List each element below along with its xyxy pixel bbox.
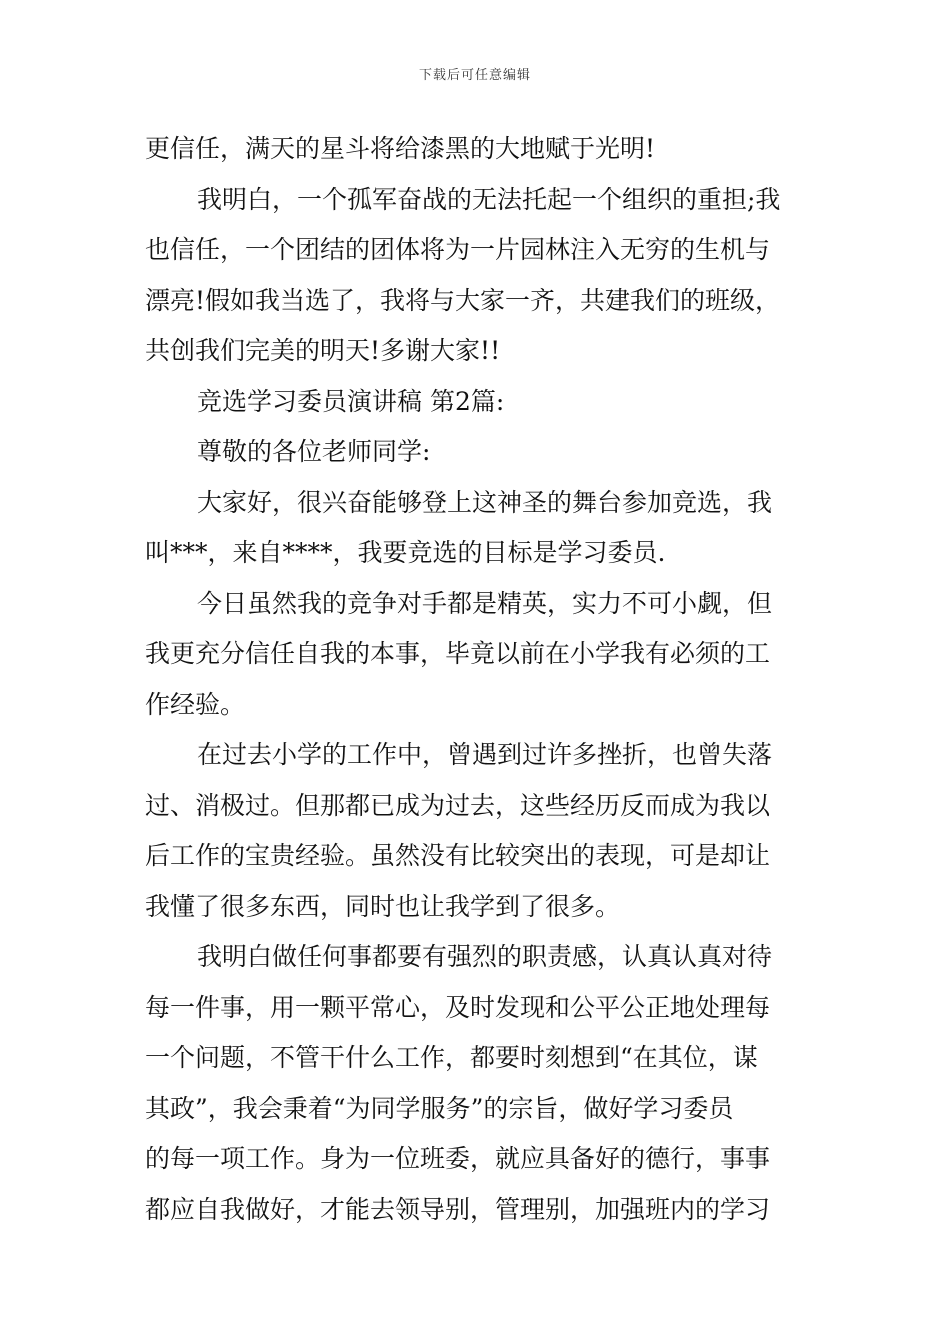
text-line: 都应自我做好，才能去领导别，管理别，加强班内的学习 xyxy=(145,1194,771,1224)
text-line: 其政”，我会秉着“为同学服务”的宗旨，做好学习委员 xyxy=(145,1093,734,1123)
text-line: 每一件事，用一颗平常心，及时发现和公平公正地处理每 xyxy=(145,992,771,1022)
text-line: 我明白做任何事都要有强烈的职责感，认真认真对待 xyxy=(197,942,773,971)
text-line: 我明白，一个孤军奋战的无法托起一个组织的重担;我 xyxy=(197,184,781,214)
salutation: 尊敬的各位老师同学: xyxy=(197,437,431,466)
text-line: 漂亮!假如我当选了，我将与大家一齐，共建我们的班级， xyxy=(145,285,781,315)
section-title: 竞选学习委员演讲稿 第2篇: xyxy=(197,386,505,416)
document-body xyxy=(145,124,809,1235)
text-line: 我更充分信任自我的本事，毕竟以前在小学我有必须的工 xyxy=(145,639,771,668)
text-line: 作经验。 xyxy=(145,689,246,719)
page-header: 下载后可任意编辑 xyxy=(418,68,531,83)
text-line: 一个问题，不管干什么工作，都要时刻想到“在其位，谋 xyxy=(145,1043,758,1072)
text-line: 今日虽然我的竞争对手都是精英，实力不可小觑，但 xyxy=(197,588,773,618)
text-line: 更信任，满天的星斗将给漆黑的大地赋于光明! xyxy=(145,134,656,163)
text-line: 我懂了很多东西，同时也让我学到了很多。 xyxy=(145,891,621,921)
text-line: 叫***，来自****，我要竞选的目标是学习委员. xyxy=(145,538,666,567)
text-line: 的每一项工作。身为一位班委，就应具备好的德行，事事 xyxy=(145,1144,771,1173)
text-line: 大家好，很兴奋能够登上这神圣的舞台参加竞选，我 xyxy=(197,487,773,517)
text-line: 在过去小学的工作中，曾遇到过许多挫折，也曾失落 xyxy=(197,740,773,769)
text-line: 过、消极过。但那都已成为过去，这些经历反而成为我以 xyxy=(145,790,771,820)
text-line: 共创我们完美的明天!多谢大家!! xyxy=(145,336,501,365)
text-line: 也信任，一个团结的团体将为一片园林注入无穷的生机与 xyxy=(145,235,771,264)
text-line: 后工作的宝贵经验。虽然没有比较突出的表现，可是却让 xyxy=(145,841,771,870)
